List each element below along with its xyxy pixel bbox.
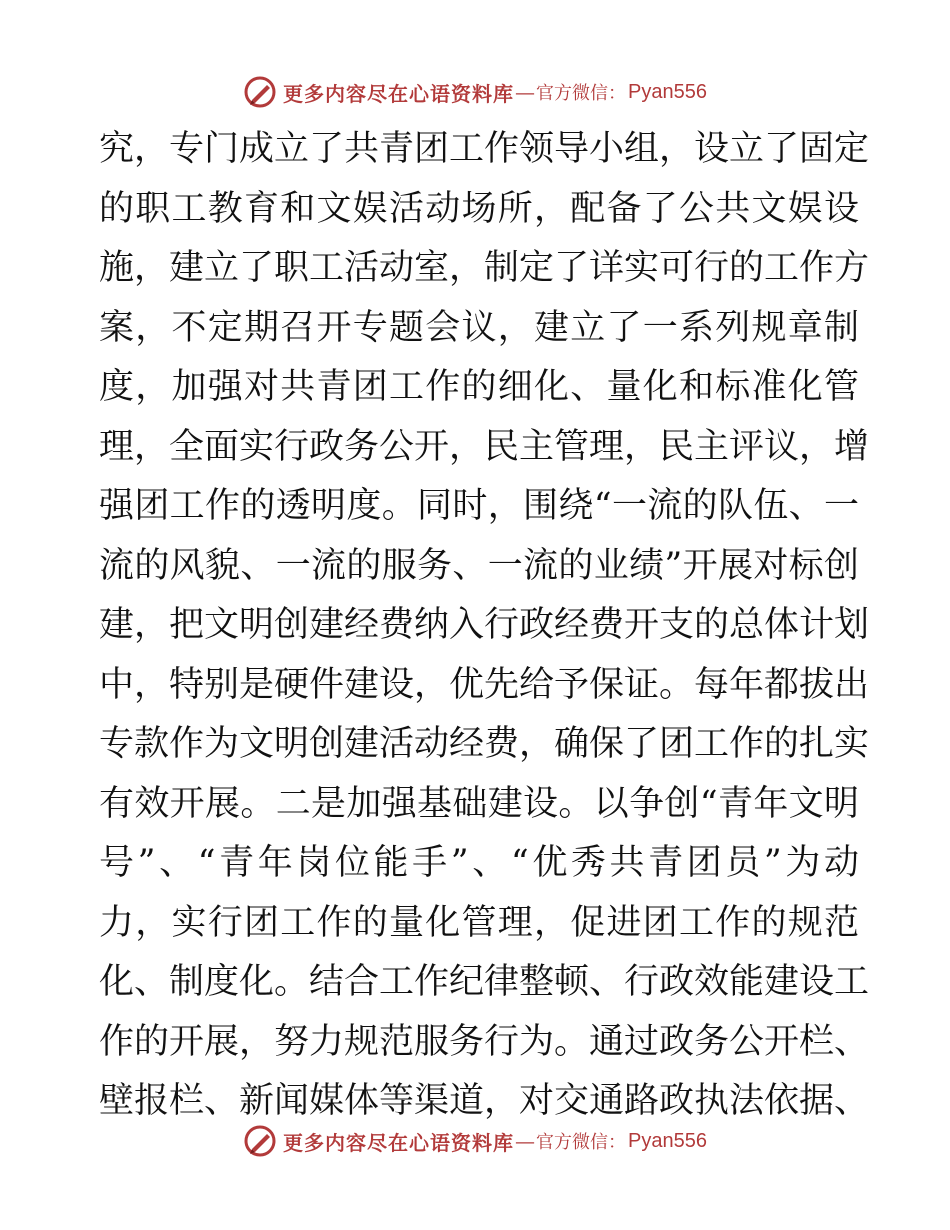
text-line: 壁报栏、新闻媒体等渠道，对交通路政执法依据、 bbox=[99, 1081, 870, 1121]
text-line: 有效开展。二是加强基础建设。以争创“青年文明 bbox=[99, 783, 859, 824]
text-line: 施，建立了职工活动室，制定了详实可行的工作方 bbox=[99, 248, 870, 288]
header-separator: — bbox=[515, 80, 536, 104]
header-brand: 更多内容尽在心语资料库 bbox=[283, 81, 515, 106]
pen-logo-icon bbox=[243, 75, 277, 109]
header-wechat-label: 官方微信： bbox=[536, 83, 627, 104]
header-wechat-id: Pyan556 bbox=[628, 80, 707, 103]
text-line: 究，专门成立了共青团工作领导小组，设立了固定 bbox=[99, 129, 870, 169]
text-line: 度，加强对共青团工作的细化、量化和标准化管 bbox=[99, 367, 859, 407]
text-line: 流的风貌、一流的服务、一流的业绩”开展对标创 bbox=[99, 545, 859, 586]
text-line: 化、制度化。结合工作纪律整顿、行政效能建设工 bbox=[99, 962, 870, 1002]
text-line: 力，实行团工作的量化管理，促进团工作的规范 bbox=[99, 902, 859, 943]
text-line: 号”、“青年岗位能手”、“优秀共青团员”为动 bbox=[99, 843, 859, 883]
text-line: 强团工作的透明度。同时，围绕“一流的队伍、一 bbox=[99, 486, 859, 526]
text-line: 案，不定期召开专题会议，建立了一系列规章制 bbox=[99, 307, 859, 348]
footer-brand: 更多内容尽在心语资料库 bbox=[283, 1130, 515, 1155]
footer-separator: — bbox=[515, 1129, 536, 1153]
header-banner bbox=[0, 72, 950, 112]
footer-wechat-label: 官方微信： bbox=[536, 1132, 627, 1153]
text-line: 中，特别是硬件建设，优先给予保证。每年都拔出 bbox=[99, 664, 870, 705]
text-line: 专款作为文明创建活动经费，确保了团工作的扎实 bbox=[99, 724, 870, 764]
text-line: 理，全面实行政务公开，民主管理，民主评议，增 bbox=[99, 426, 870, 467]
footer-wechat-id: Pyan556 bbox=[628, 1129, 707, 1152]
document-body bbox=[99, 120, 870, 1132]
pen-logo-icon bbox=[243, 1124, 277, 1158]
text-line: 作的开展，努力规范服务行为。通过政务公开栏、 bbox=[99, 1021, 870, 1062]
text-line: 建，把文明创建经费纳入行政经费开支的总体计划 bbox=[99, 605, 870, 645]
footer-banner bbox=[0, 1121, 950, 1161]
text-line: 的职工教育和文娱活动场所，配备了公共文娱设 bbox=[99, 188, 859, 229]
